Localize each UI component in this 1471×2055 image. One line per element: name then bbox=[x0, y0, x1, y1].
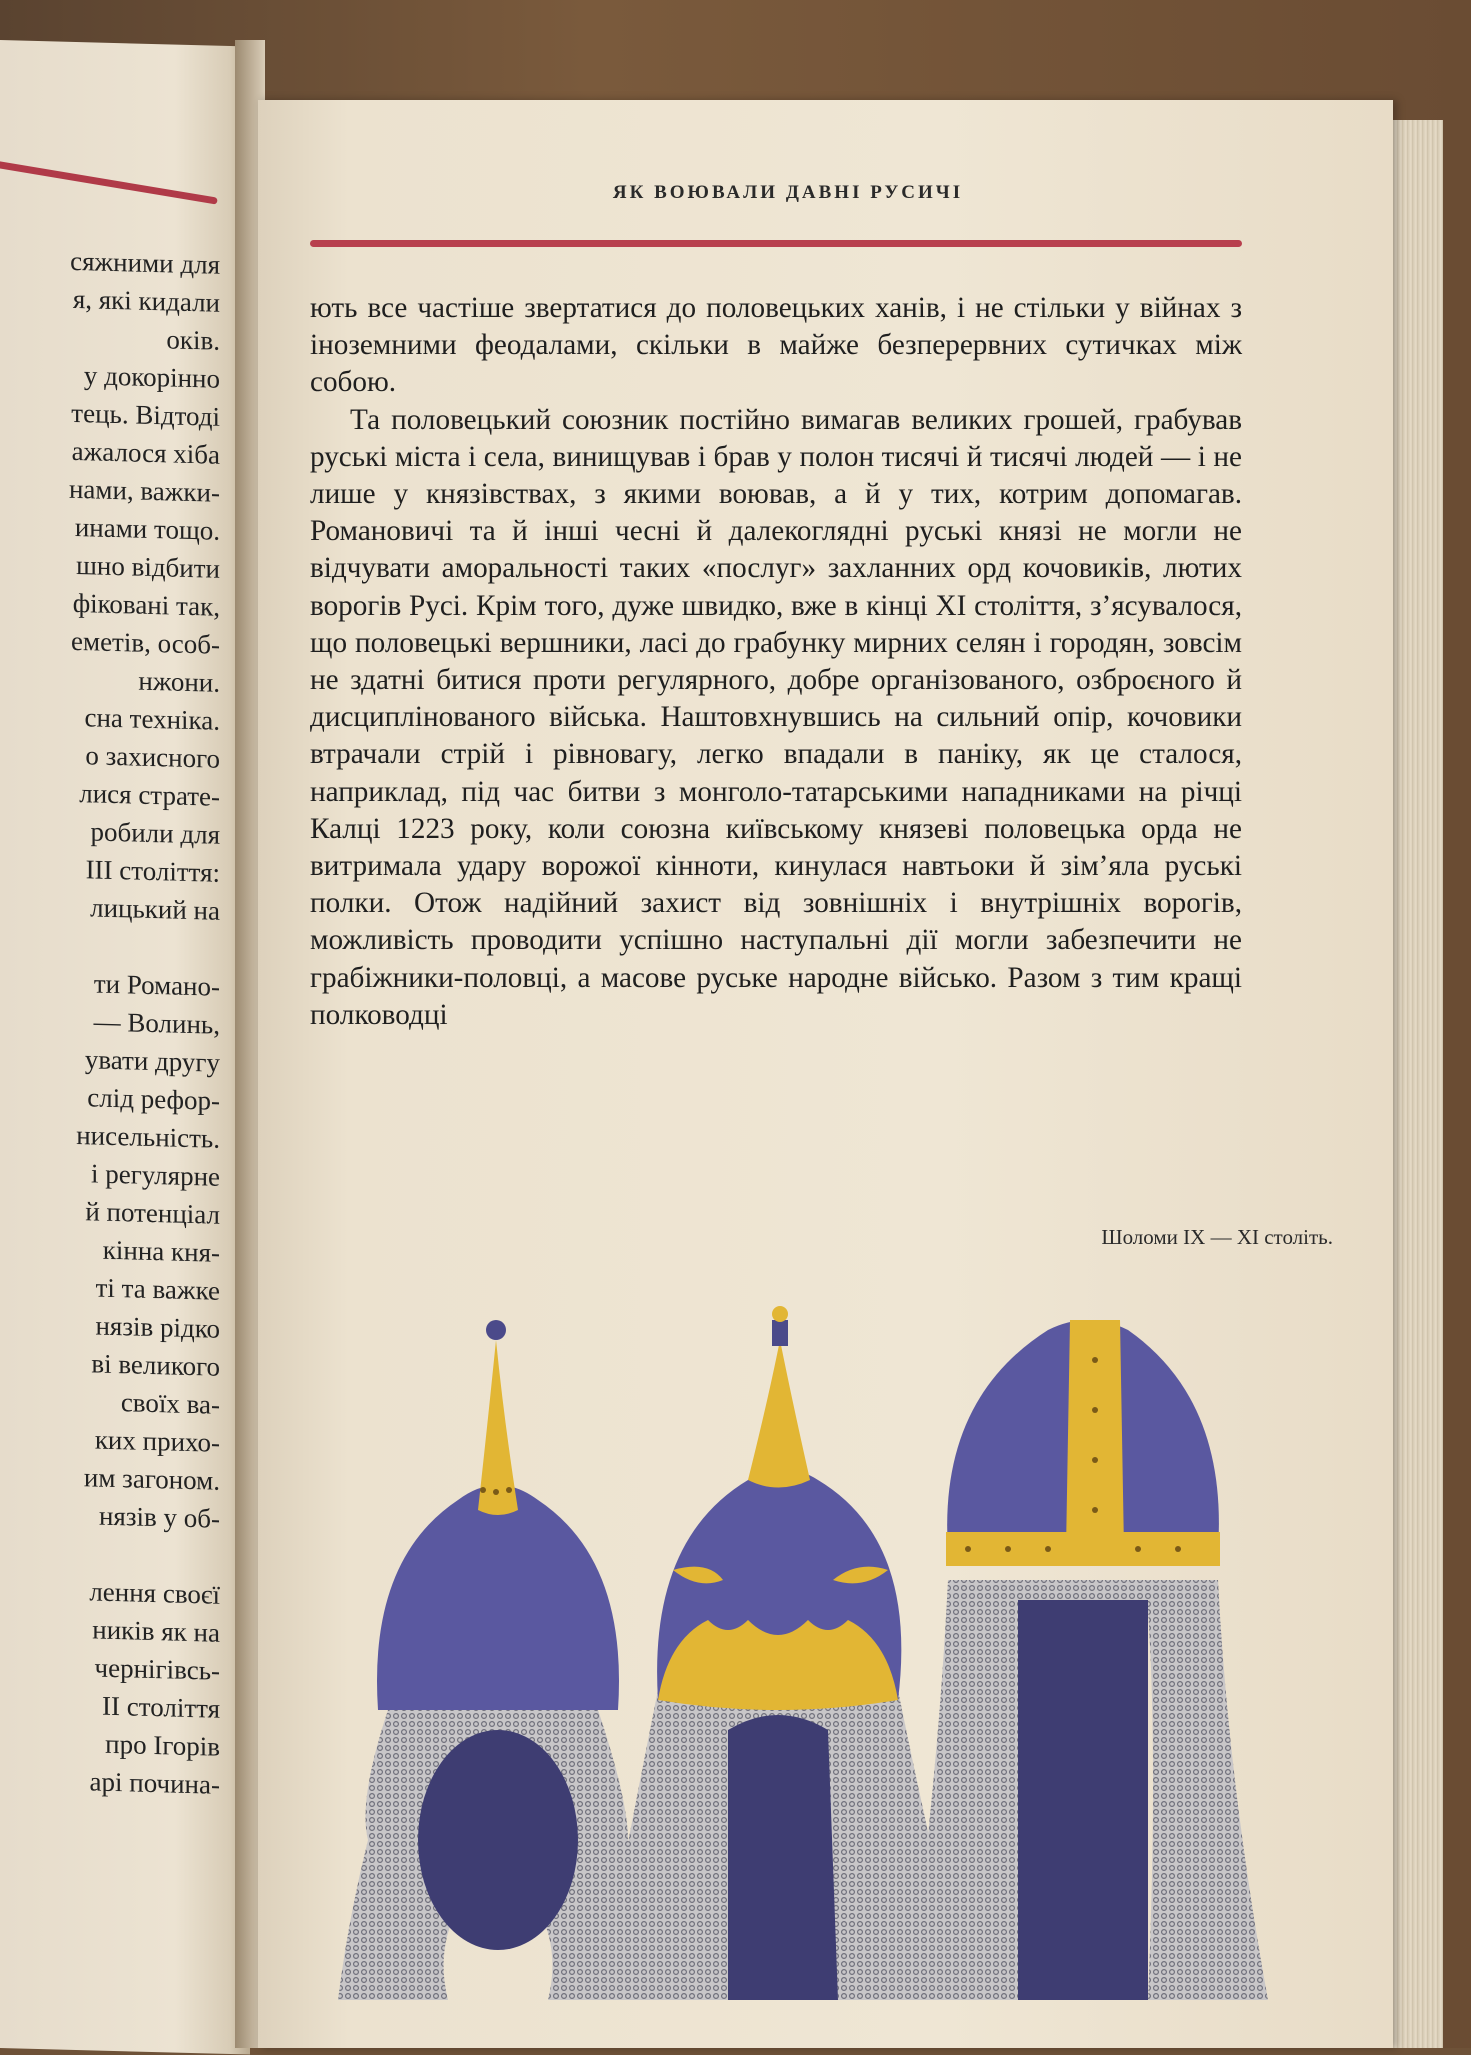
left-page-line: им загоном. bbox=[83, 1462, 220, 1496]
left-page-line: й потенціал bbox=[85, 1196, 220, 1230]
left-page-line: нжони. bbox=[138, 665, 220, 698]
left-page-line: лення своєї bbox=[89, 1576, 220, 1610]
left-page-line: нязів у об- bbox=[98, 1500, 220, 1534]
left-page-line: про Ігорів bbox=[105, 1728, 220, 1762]
left-page-line: ників як на bbox=[92, 1614, 220, 1648]
left-page-line: лицький на bbox=[90, 892, 220, 926]
left-page-line: і регулярне bbox=[91, 1158, 220, 1192]
helmet-3-icon bbox=[908, 1320, 1268, 2000]
left-page-line bbox=[0, 924, 220, 968]
left-page-line: шно відбити bbox=[76, 549, 220, 584]
left-page-line: ких прихо- bbox=[94, 1424, 220, 1458]
left-page-rule bbox=[0, 160, 218, 205]
left-page-line: сяжними для bbox=[70, 245, 220, 280]
left-page-line: нязів рідко bbox=[95, 1310, 220, 1344]
left-page-line: увати другу bbox=[84, 1044, 220, 1078]
left-page-line: я, які кидали bbox=[72, 283, 220, 318]
paragraph-1: ють все частіше звертатися до половецьких ханів, і не стільки у війнах з іноземними феодалами, скільки в майже безперервних сутичках між собою. bbox=[310, 292, 1242, 399]
left-page-line: ті та важке bbox=[95, 1272, 220, 1306]
figure-caption: Шоломи IX — XI століть. bbox=[1101, 1225, 1333, 1249]
left-page-line bbox=[0, 1532, 220, 1576]
left-page-line: ві великого bbox=[91, 1348, 220, 1382]
left-page-line: лися страте- bbox=[79, 778, 220, 812]
left-page-line: нисельність. bbox=[76, 1119, 220, 1154]
left-page bbox=[0, 40, 250, 2055]
running-head: ЯК ВОЮВАЛИ ДАВНІ РУСИЧІ bbox=[612, 182, 964, 203]
left-page-line: своїх ва- bbox=[120, 1387, 220, 1420]
left-page-line: слід рефор- bbox=[87, 1082, 220, 1116]
left-page-line: ти Романо- bbox=[93, 968, 220, 1002]
left-page-line: ажалося хіба bbox=[71, 435, 220, 470]
left-page-line: нами, важки- bbox=[68, 473, 220, 508]
left-page-line: — Волинь, bbox=[93, 1006, 220, 1040]
left-page-line: кінна кня- bbox=[102, 1234, 220, 1268]
page-edges bbox=[1393, 120, 1443, 2048]
left-page-text bbox=[0, 240, 220, 1804]
paragraph-2: Та половецький союзник постійно вимагав великих грошей, грабував руські міста і села, винищував і брав у полон тисячі й тисячі людей — і не лише у князівствах, з якими воював, а й у тих, котрим допомагав. Романовичі та й інші чесні й далекоглядні руські князі не могли не відчувати аморальності таких «послуг» захланних орд кочовиків, лютих ворогів Русі. Крім того, дуже швидко, вже в кінці XI століття, з’ясувалося, що половецькі вершники, ласі до грабунку мирних селян і городян, зовсім не здатні битися проти регулярного, добре організованого, озброєного й дисциплінованого війська. Наштовхнувшись на сильний опір, кочовики втрачали стрій і рівновагу, легко впадали в паніку, як це сталося, наприклад, під час битви з монголо-татарськими нападниками на річці Калці 1223 року, коли союзна київському князеві половецька орда не витримала удару ворожої кінноти, кинулася навтьоки й зім’яла руські полки. Отож надійний захист від зовнішніх і внутрішніх ворогів, можливість проводити успішно наступальні дії могли забезпечити не грабіжники-половці, а масове руське народне військо. Разом з тим кращі полководці bbox=[310, 403, 1242, 1031]
left-page-line: ІІІ століття: bbox=[85, 854, 220, 888]
left-page-line: ІІ століття bbox=[102, 1690, 220, 1724]
left-page-line: оків. bbox=[166, 324, 220, 356]
header-rule bbox=[310, 240, 1242, 247]
left-page-line: у докорінно bbox=[83, 360, 220, 394]
left-page-line: инами тощо. bbox=[74, 511, 220, 546]
left-page-line: чернігівсь- bbox=[94, 1652, 220, 1686]
right-page bbox=[258, 100, 1393, 2048]
helmet-2-icon bbox=[598, 1306, 968, 2000]
left-page-line: еметів, особ- bbox=[71, 625, 220, 660]
left-page-line: сна техніка. bbox=[84, 702, 220, 736]
left-page-line: робили для bbox=[90, 816, 220, 850]
body-text bbox=[310, 290, 1242, 1034]
left-page-line: тець. Відтоді bbox=[71, 397, 220, 432]
left-page-line: арі почина- bbox=[89, 1766, 220, 1800]
left-page-line: о захисного bbox=[85, 740, 220, 774]
helmet-1-icon bbox=[338, 1320, 658, 2000]
helmets-illustration bbox=[328, 1280, 1288, 2020]
left-page-line: фіковані так, bbox=[72, 587, 220, 622]
